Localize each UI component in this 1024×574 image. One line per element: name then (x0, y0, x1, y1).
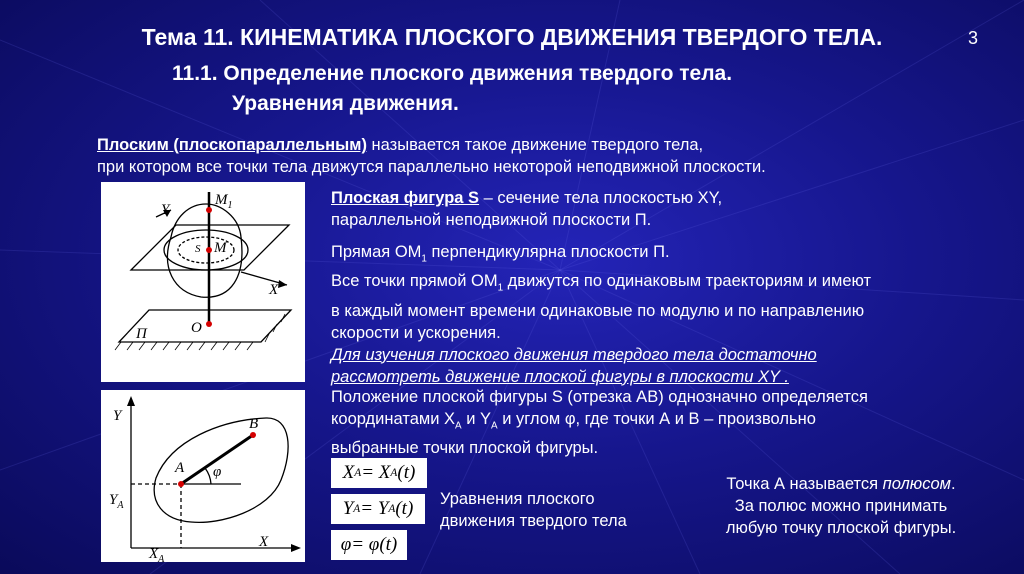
label-m: M (214, 240, 227, 256)
point-b (250, 432, 256, 438)
x-arrow (291, 544, 301, 552)
position-text: Положение плоской фигуры S (отрезка АВ) однозначно определяется координатами $X_A$ и $Y_A$ и углом φ, где точки А и В – произвольно выбранные точки плоской фигуры. (331, 388, 868, 458)
plane-figure-text: Плоская фигура S – сечение тела плоскостью XY, параллельной неподвижной плоскости П. (331, 189, 723, 229)
label-xa: $X_A$ (149, 546, 165, 562)
section-heading: 11.1. Определение плоского движения твердого тела. (172, 62, 733, 85)
label-b: B (249, 416, 259, 432)
label-phi: φ (213, 464, 222, 480)
italic-note-1: Для изучения плоского движения твердого тела достаточно (331, 345, 817, 364)
label-a: A (175, 460, 185, 476)
definition-line2: при котором все точки тела движутся параллельно некоторой неподвижной плоскости. (97, 158, 766, 176)
italic-note-2: рассмотреть движение плоской фигуры в плоскости XY . (331, 367, 789, 386)
plane-figure-term: Плоская фигура S (331, 189, 480, 207)
formula-xa: X A = X A (t) (331, 458, 427, 488)
formula-ya: Y A = Y A (t) (331, 494, 425, 524)
point-m1 (206, 207, 212, 213)
definition-term: Плоским (плоскопараллельным) (97, 136, 367, 154)
plane-figure-diagram (101, 390, 305, 562)
line-om1-text: Прямая $ОМ_1$ перпендикулярна плоскости П. Все точки прямой $ОМ_1$ движутся по одинаковым траекториям и имеют в каждый момент времени одинаковые по модулю и по направлению скорости и ускорения. Для изучения плоского движения твердого тела достаточно рассмотреть движение плоской фигуры в плоскости XY . (331, 243, 872, 386)
y-arrow (127, 396, 135, 406)
slide-title: Тема 11. КИНЕМАТИКА ПЛОСКОГО ДВИЖЕНИЯ ТВЕРДОГО ТЕЛА. (141, 24, 883, 50)
definition-rest: называется такое движение твердого тела, (366, 136, 704, 154)
page-number: 3 (968, 28, 979, 48)
point-m (206, 247, 212, 253)
label-x: X (269, 282, 279, 298)
label-y: Y (113, 408, 122, 424)
label-x: X (259, 534, 269, 550)
angle-arc (205, 468, 211, 484)
figure-plane-coordinates (101, 390, 305, 562)
pole-note: Точка А называется полюсом. За полюс можно принимать любую точку плоской фигуры. (725, 475, 957, 537)
label-y: Y (161, 202, 170, 218)
label-ya: $Y_A$ (109, 492, 124, 511)
body-plane-diagram (101, 182, 305, 382)
label-pi: П (136, 326, 147, 342)
figure-body-plane (101, 182, 305, 382)
label-s: S (195, 243, 201, 255)
label-m1: $M_1$ (215, 192, 233, 211)
label-o: O (191, 320, 202, 336)
equations-caption: Уравнения плоского движения твердого тела (440, 490, 627, 530)
definition-text (97, 134, 766, 178)
point-a (178, 481, 184, 487)
formula-phi: φ = φ (t) (331, 530, 407, 560)
point-o (206, 321, 212, 327)
section-heading-line2: Уравнения движения. (232, 92, 459, 115)
